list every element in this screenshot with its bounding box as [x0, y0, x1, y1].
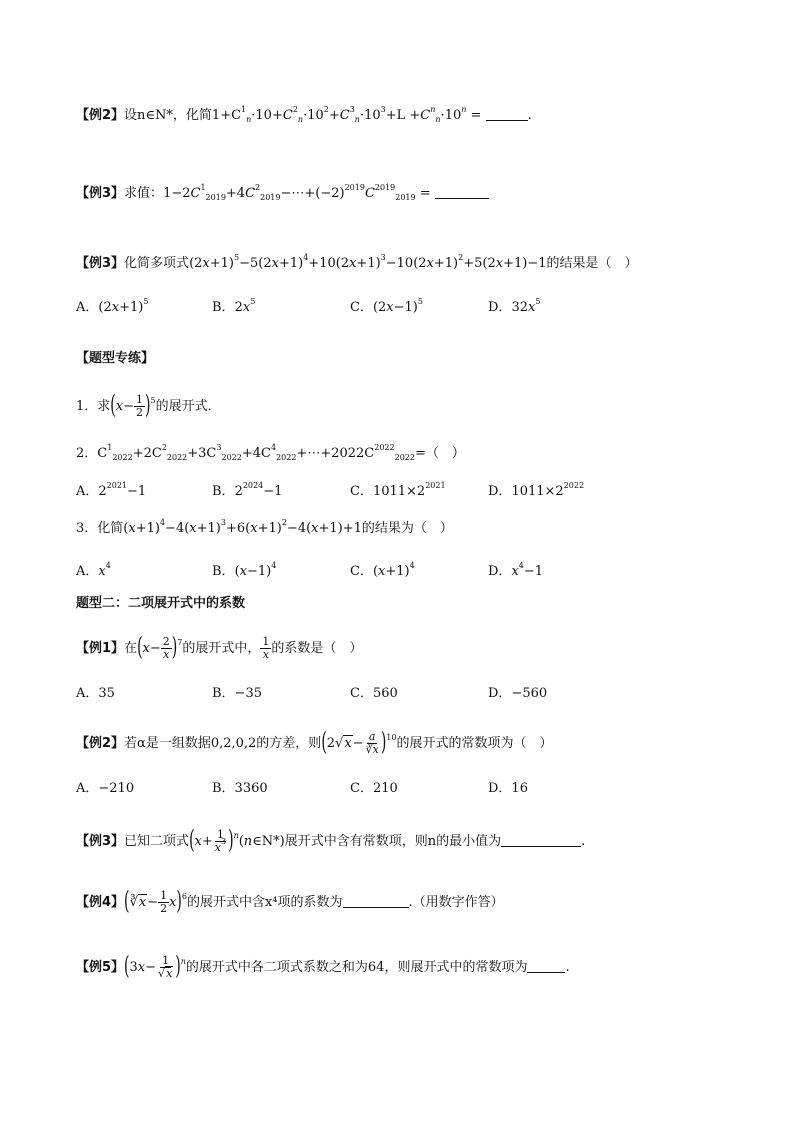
type2-example-2: 【例2】若α是一组数据0,2,0,2的方差，则(2√x− $\frac{a}{∛x}$ )$^{10}$的展开式的常数项为（ ） — [76, 728, 553, 758]
option-b[interactable]: B．3360 — [212, 781, 268, 796]
option-b[interactable]: B．$(x-1)^4$ — [212, 561, 277, 579]
example-label: 【例2】 — [76, 108, 125, 123]
section-heading: 题型二：二项展开式中的系数 — [76, 596, 246, 611]
option-d[interactable]: D．$1011\times 2^{2022}$ — [488, 481, 585, 499]
question-1: 1．求(x− $\frac{1}{2}$ )$^5$的展开式． — [76, 391, 221, 421]
option-c[interactable]: C．$1011\times 2^{2021}$ — [350, 481, 446, 499]
option-a[interactable]: A．−210 — [76, 781, 135, 796]
answer-blank[interactable] — [501, 834, 581, 847]
answer-blank[interactable] — [486, 108, 528, 121]
option-d[interactable]: D．$32x^5$ — [488, 297, 541, 315]
answer-blank[interactable] — [343, 895, 409, 908]
option-c[interactable]: C．210 — [350, 781, 398, 796]
answer-blank[interactable] — [527, 960, 565, 973]
option-b[interactable]: B．−35 — [212, 686, 262, 701]
example-3a: 【例3】求值：$1-2C^1_{2019}+4C^2_{2019}-\cdots+(-2)^{2019}C^{2019}_{2019}$ = — [76, 184, 489, 204]
example-2: 【例2】设n∈N*，化简$1+C^1_n\cdot 10+C^2_n\cdot 10^2+C^3_n\cdot 10^3+L +C^n_n\cdot 10^n$ = . — [76, 105, 532, 124]
option-d[interactable]: D．$x^4-1$ — [488, 561, 544, 579]
option-c[interactable]: C．560 — [350, 686, 398, 701]
example-3b: 【例3】化简多项式$(2x+1)^5-5(2x+1)^4+10(2x+1)^3-10(2x+1)^2+5(2x+1)-1$的结果是（ ） — [76, 253, 638, 271]
answer-blank[interactable] — [435, 186, 489, 199]
example-text: 化简多项式 — [124, 256, 190, 271]
option-d[interactable]: D．−560 — [488, 686, 548, 701]
option-a[interactable]: A．$(2x+1)^5$ — [76, 297, 149, 315]
question-3: 3．化简$(x+1)^4-4(x+1)^3+6(x+1)^2-4(x+1)+1$的结果为（ ） — [76, 518, 453, 536]
example-text: 求值： — [124, 186, 164, 201]
option-a[interactable]: A．$2^{2021}-1$ — [76, 481, 147, 499]
option-c[interactable]: C．$(x+1)^4$ — [350, 561, 415, 579]
option-b[interactable]: B．$2^{2024}-1$ — [212, 481, 283, 499]
option-a[interactable]: A．$x^4$ — [76, 561, 111, 579]
type2-example-1: 【例1】在(x− $\frac{2}{x}$ )$^7$的展开式中， $\frac{1}{x}$ 的系数是（ ） — [76, 633, 363, 663]
example-text: 设n∈N*，化简1+C — [124, 108, 242, 123]
type2-example-4: 【例4】(∛x− $\frac{1}{2}$ x)$^6$的展开式中含x⁴项的系数为 .（用数字作答） — [76, 887, 504, 917]
example-label: 【例3】 — [76, 186, 125, 201]
option-d[interactable]: D．16 — [488, 781, 528, 796]
type2-example-3: 【例3】已知二项式(x+ $\frac{1}{x^3}$ )$^n$(n∈N*)展开式中含有常数项，则n的最小值为 . — [76, 826, 586, 856]
option-c[interactable]: C．$(2x-1)^5$ — [350, 297, 423, 315]
type2-example-5: 【例5】(3x− $\frac{1}{√x}$ )$^n$的展开式中各二项式系数之和为64，则展开式中的常数项为 . — [76, 952, 570, 982]
option-b[interactable]: B．$2x^5$ — [212, 297, 256, 315]
option-a[interactable]: A．35 — [76, 686, 115, 701]
example-label: 【例3】 — [76, 256, 125, 271]
section-heading: 【题型专练】 — [76, 351, 155, 366]
question-2: 2．$C^1_{2022}+2C^2_{2022}+3C^3_{2022}+4C^4_{2022}+\cdots+2022C^{2022}_{2022}=$（ ） — [76, 443, 465, 462]
